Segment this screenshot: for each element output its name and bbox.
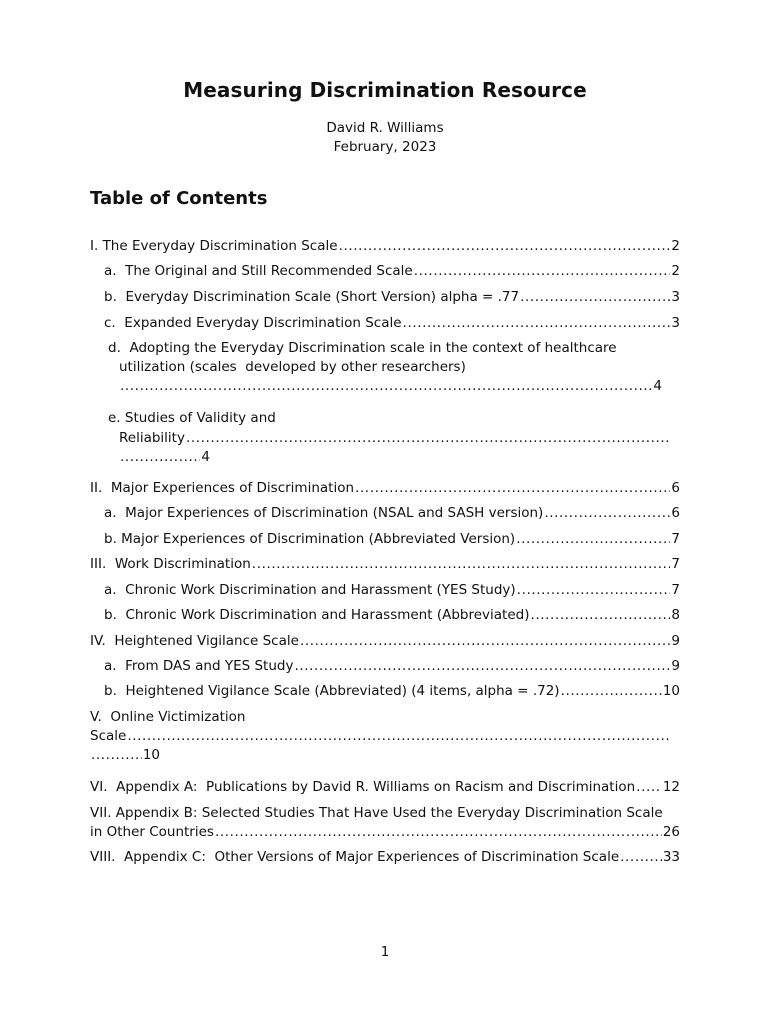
toc-entry-chronic-work-yes[interactable] [104, 581, 680, 600]
toc-entry-label: a. From DAS and YES Study [104, 658, 294, 674]
toc-leader [120, 448, 200, 467]
toc-entry-heightened-vigilance[interactable] [90, 632, 680, 651]
toc-entry-page: 2 [671, 263, 680, 279]
toc-leader [516, 530, 670, 549]
toc-entry-label-row [119, 429, 672, 448]
toc-entry-appendix-a[interactable] [90, 778, 680, 797]
toc-entry-page: 3 [671, 315, 680, 331]
toc-entry-label-line1: e. Studies of Validity and [108, 410, 276, 426]
toc-entry-page: 10 [142, 747, 160, 763]
toc-entry-major-experiences[interactable] [90, 479, 680, 498]
toc-leader [520, 288, 670, 307]
author-name: David R. Williams [326, 120, 444, 136]
toc-entry-page: 33 [662, 849, 680, 865]
toc-entry-label-line1: VII. Appendix B: Selected Studies That Have Used the Everyday Discrimination Scale [90, 805, 663, 821]
toc-leader [215, 823, 662, 842]
toc-entry-das-yes[interactable] [104, 657, 680, 676]
toc-entry-page: 9 [671, 633, 680, 649]
toc-entry-work-discrimination[interactable] [90, 555, 680, 574]
toc-entry-page: 7 [671, 531, 680, 547]
toc-entry-label: a. Chronic Work Discrimination and Harassment (YES Study) [104, 582, 516, 598]
toc-entry-leader-row [119, 448, 210, 467]
toc-entry-page: 6 [671, 480, 680, 496]
toc-leader [127, 727, 671, 746]
toc-leader [414, 262, 671, 281]
toc-entry-label: b. Chronic Work Discrimination and Harassment (Abbreviated) [104, 607, 530, 623]
toc-entry-page: 6 [671, 505, 680, 521]
toc-leader [636, 778, 662, 797]
toc-entry-leader-row [90, 746, 160, 765]
toc-leader [403, 314, 671, 333]
toc-entry-vigilance-abbreviated[interactable] [104, 682, 680, 701]
toc-entry-nsal-sash[interactable] [104, 504, 680, 523]
toc-entry-page: 12 [662, 779, 680, 795]
toc-leader [544, 504, 670, 523]
toc-entry-label: a. The Original and Still Recommended Scale [104, 263, 413, 279]
toc-entry-label: c. Expanded Everyday Discrimination Scale [104, 315, 402, 331]
toc-entry-label: III. Work Discrimination [90, 556, 251, 572]
toc-leader [355, 479, 670, 498]
toc-entry-page: 4 [201, 449, 210, 465]
toc-entry-page: 7 [671, 582, 680, 598]
toc-entry-short-version[interactable] [104, 288, 680, 307]
toc-entry-label: VIII. Appendix C: Other Versions of Major Experiences of Discrimination Scale [90, 849, 620, 865]
toc-entry-label: I. The Everyday Discrimination Scale [90, 238, 338, 254]
toc-entry-label-line2: Reliability [119, 430, 185, 446]
toc-entry-page: 26 [662, 824, 680, 840]
toc-leader [120, 377, 652, 396]
toc-leader [186, 429, 671, 448]
toc-leader [620, 848, 662, 867]
toc-entry-label-line1: d. Adopting the Everyday Discrimination scale in the context of healthcare [108, 340, 617, 356]
toc-entry-page: 8 [671, 607, 680, 623]
toc-entry-label: VI. Appendix A: Publications by David R. Williams on Racism and Discrimination [90, 779, 636, 795]
toc-entry-label: b. Everyday Discrimination Scale (Short Version) alpha = .77 [104, 289, 520, 305]
toc-leader [91, 746, 142, 765]
toc-entry-label: b. Major Experiences of Discrimination (Abbreviated Version) [104, 531, 516, 547]
toc-entry-label-line2: in Other Countries [90, 824, 214, 840]
toc-heading: Table of Contents [90, 188, 268, 209]
toc-leader [252, 555, 671, 574]
page-number: 1 [380, 944, 390, 960]
toc-entry-chronic-work-abbreviated[interactable] [104, 606, 680, 625]
toc-entry-label: b. Heightened Vigilance Scale (Abbreviated) (4 items, alpha = .72) [104, 683, 560, 699]
toc-leader [294, 657, 670, 676]
toc-entry-label-row [90, 727, 672, 746]
toc-entry-page: 2 [671, 238, 680, 254]
toc-leader [300, 632, 670, 651]
toc-entry-page: 4 [653, 378, 662, 394]
toc-leader [530, 606, 670, 625]
toc-leader [561, 682, 662, 701]
toc-entry-major-abbreviated[interactable] [104, 530, 680, 549]
toc-entry-label-line2: utilization (scales developed by other researchers) [119, 359, 466, 375]
toc-entry-label-line1: V. Online Victimization [90, 709, 246, 725]
toc-entry-page: 10 [662, 683, 680, 699]
toc-entry-original-scale[interactable] [104, 262, 680, 281]
toc-entry-label: a. Major Experiences of Discrimination (NSAL and SASH version) [104, 505, 544, 521]
document-date: February, 2023 [333, 139, 437, 155]
toc-entry-label-row [90, 823, 680, 842]
toc-entry-expanded-scale[interactable] [104, 314, 680, 333]
toc-entry-page: 9 [671, 658, 680, 674]
toc-entry-label-line2: Scale [90, 728, 127, 744]
toc-entry-page: 3 [671, 289, 680, 305]
toc-entry-label: IV. Heightened Vigilance Scale [90, 633, 299, 649]
document-title: Measuring Discrimination Resource [183, 78, 587, 102]
toc-leader [339, 237, 671, 256]
toc-leader [517, 581, 671, 600]
toc-entry-appendix-c[interactable] [90, 848, 680, 867]
toc-entry-leader-row [119, 377, 662, 396]
toc-entry-label: II. Major Experiences of Discrimination [90, 480, 355, 496]
toc-entry-page: 7 [671, 556, 680, 572]
toc-entry-everyday-discrimination[interactable] [90, 237, 680, 256]
